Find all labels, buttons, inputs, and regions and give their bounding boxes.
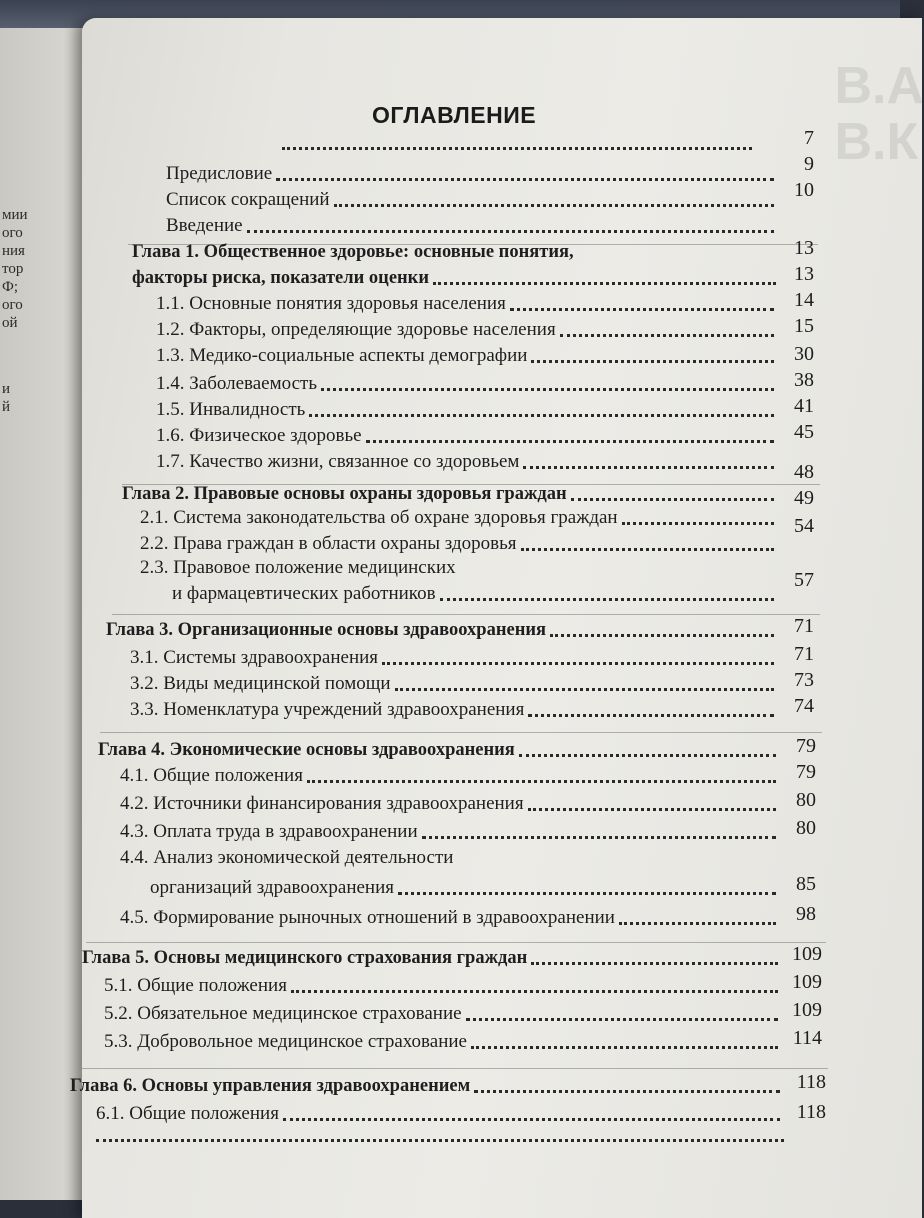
toc-entry-label: Предисловие [166, 163, 273, 184]
dot-leader [291, 989, 778, 993]
page-number: 109 [792, 971, 822, 993]
toc-entry-label: 3.3. Номенклатура учреждений здравоохранения [130, 699, 525, 720]
toc-entry [130, 696, 778, 722]
dot-leader [283, 1117, 780, 1121]
dot-leader [571, 497, 774, 501]
toc-entry [156, 290, 778, 316]
page-number: 38 [794, 369, 814, 391]
toc-entry [104, 1028, 782, 1054]
chapter-heading: Глава 4. Экономические основы здравоохранения [98, 740, 515, 760]
toc-entry [156, 316, 778, 342]
dot-leader [366, 439, 774, 443]
toc-entry [140, 530, 778, 556]
page-number: 13 [794, 237, 814, 259]
page-number: 49 [794, 487, 814, 509]
chapter-heading: факторы риска, показатели оценки [132, 268, 430, 288]
toc-entry [156, 422, 778, 448]
toc-entry [120, 818, 780, 844]
toc-entry [166, 186, 778, 212]
toc-entry [70, 1072, 784, 1098]
chapter-heading: Глава 1. Общественное здоровье: основные понятия, [132, 242, 574, 262]
toc-entry [166, 160, 778, 186]
toc-entry [156, 342, 778, 368]
dot-leader [422, 835, 776, 839]
dot-leader [622, 521, 774, 525]
dot-leader [519, 753, 776, 757]
page-number: 45 [794, 421, 814, 443]
dot-leader [531, 359, 774, 363]
toc-entry-label: 1.6. Физическое здоровье [156, 425, 362, 446]
dot-leader [521, 547, 774, 551]
page-number: 10 [794, 179, 814, 201]
page-number: 79 [796, 735, 816, 757]
chapter-heading: Глава 3. Организационные основы здравоохранения [106, 620, 547, 640]
page-number: 15 [794, 315, 814, 337]
dot-leader [471, 1045, 778, 1049]
toc-entry-label: Список сокращений [166, 189, 330, 210]
toc-entry [130, 670, 778, 696]
page-number: 74 [794, 695, 814, 717]
dot-leader [395, 687, 774, 691]
dot-leader [528, 807, 776, 811]
page-number: 13 [794, 263, 814, 285]
dot-leader [382, 661, 774, 665]
page-number: 80 [796, 817, 816, 839]
dot-leader [550, 633, 774, 637]
dot-leader [510, 307, 774, 311]
toc-entry [130, 644, 778, 670]
toc-entry [96, 1100, 784, 1126]
page-number: 118 [796, 1071, 826, 1093]
toc-entry [156, 370, 778, 396]
toc-entry [150, 874, 780, 900]
left-fragment: й [2, 399, 11, 415]
section-divider [82, 1068, 828, 1069]
page-number: 109 [792, 999, 822, 1021]
table-of-contents [70, 18, 922, 1218]
page-number: 71 [794, 643, 814, 665]
dot-leader [619, 921, 776, 925]
chapter-heading: Глава 2. Правовые основы охраны здоровья граждан [122, 484, 567, 504]
toc-entry-label: 1.3. Медико-социальные аспекты демографии [156, 345, 528, 366]
left-fragment: ого [2, 297, 23, 313]
toc-entry-label: 3.1. Системы здравоохранения [130, 647, 379, 668]
toc-entry-label: 5.3. Добровольное медицинское страхование [104, 1031, 467, 1052]
dot-leader [474, 1089, 780, 1093]
section-divider [112, 614, 820, 615]
page-number: 9 [804, 153, 814, 175]
toc-entry [122, 480, 778, 506]
dot-leader [309, 413, 774, 417]
toc-entry [120, 790, 780, 816]
toc-entry-label: 4.3. Оплата труда в здравоохранении [120, 821, 418, 842]
page-number: 7 [804, 127, 814, 149]
page-title: ОГЛАВЛЕНИЕ [372, 102, 537, 128]
page-number: 71 [794, 615, 814, 637]
left-fragment: Ф; [2, 279, 19, 295]
toc-entry [82, 944, 782, 970]
page-number: 14 [794, 289, 814, 311]
left-fragment: тор [2, 261, 24, 277]
toc-entry [156, 396, 778, 422]
toc-entry-label: 1.4. Заболеваемость [156, 373, 318, 394]
toc-entry [98, 736, 780, 762]
section-divider [100, 732, 822, 733]
dot-leader [307, 779, 776, 783]
toc-entry-label: и фармацевтических работников [172, 583, 436, 604]
toc-entry [104, 972, 782, 998]
dot-leader [466, 1017, 778, 1021]
toc-entry-label: 6.1. Общие положения [96, 1103, 279, 1124]
page-number: 79 [796, 761, 816, 783]
toc-entry-label: Введение [166, 215, 243, 236]
toc-entry-label: 1.7. Качество жизни, связанное со здоровьем [156, 451, 520, 472]
left-fragment: ой [2, 315, 18, 331]
dot-leader [440, 597, 774, 601]
toc-entry-label: 2.1. Система законодательства об охране здоровья граждан [140, 507, 618, 528]
dot-leader [334, 203, 774, 207]
page-number: 30 [794, 343, 814, 365]
toc-entry-label: 2.3. Правовое положение медицинских [140, 557, 456, 578]
ghost-show-through-text: В.А В.К [834, 57, 924, 171]
dot-leader [433, 281, 776, 285]
toc-entry-label: 4.2. Источники финансирования здравоохранения [120, 793, 524, 814]
section-divider [86, 942, 826, 943]
toc-entry [172, 580, 778, 606]
toc-entry-label: 5.1. Общие положения [104, 975, 287, 996]
page-number: 48 [794, 461, 814, 483]
page-number: 80 [796, 789, 816, 811]
dot-leader [321, 387, 774, 391]
toc-entry [120, 762, 780, 788]
page-number: 98 [796, 903, 816, 925]
left-fragment: мии [2, 207, 28, 223]
toc-entry [166, 212, 778, 238]
left-fragment: и [2, 381, 11, 397]
book-page [70, 18, 924, 1218]
toc-entry-label: 2.2. Права граждан в области охраны здоровья [140, 533, 517, 554]
dot-leader [531, 961, 778, 965]
toc-entry-label: 3.2. Виды медицинской помощи [130, 673, 391, 694]
dot-leader [276, 177, 774, 181]
left-page-edge [0, 28, 92, 1200]
dot-leader [282, 146, 752, 150]
toc-entry [156, 448, 778, 474]
dot-leader [247, 229, 774, 233]
toc-entry-label: 4.4. Анализ экономической деятельности [120, 847, 454, 868]
toc-entry-label: 1.5. Инвалидность [156, 399, 306, 420]
dot-leader [560, 333, 774, 337]
dot-leader [523, 465, 774, 469]
page-number: 114 [792, 1027, 822, 1049]
page-number: 57 [794, 569, 814, 591]
chapter-heading: Глава 5. Основы медицинского страхования граждан [82, 948, 528, 968]
toc-entry [106, 616, 778, 642]
toc-entry-label: 4.5. Формирование рыночных отношений в здравоохранении [120, 907, 615, 928]
left-fragment: ого [2, 225, 23, 241]
page-number: 109 [792, 943, 822, 965]
toc-entry-label: 5.2. Обязательное медицинское страхование [104, 1003, 462, 1024]
dot-leader [96, 1138, 784, 1142]
page-number: 118 [796, 1101, 826, 1123]
dot-leader [528, 713, 774, 717]
toc-entry [104, 1000, 782, 1026]
toc-entry-label: 4.1. Общие положения [120, 765, 303, 786]
toc-entry-label: организаций здравоохранения [150, 877, 394, 898]
toc-entry [140, 504, 778, 530]
toc-entry [132, 264, 780, 290]
toc-entry [120, 904, 780, 930]
page-number: 41 [794, 395, 814, 417]
chapter-heading: Глава 6. Основы управления здравоохранением [70, 1076, 471, 1096]
page-number: 54 [794, 515, 814, 537]
dot-leader [398, 891, 776, 895]
toc-entry-label: 1.2. Факторы, определяющие здоровье населения [156, 319, 556, 340]
toc-entry-label: 1.1. Основные понятия здоровья населения [156, 293, 506, 314]
left-fragment: ния [2, 243, 25, 259]
page-number: 73 [794, 669, 814, 691]
page-number: 85 [796, 873, 816, 895]
